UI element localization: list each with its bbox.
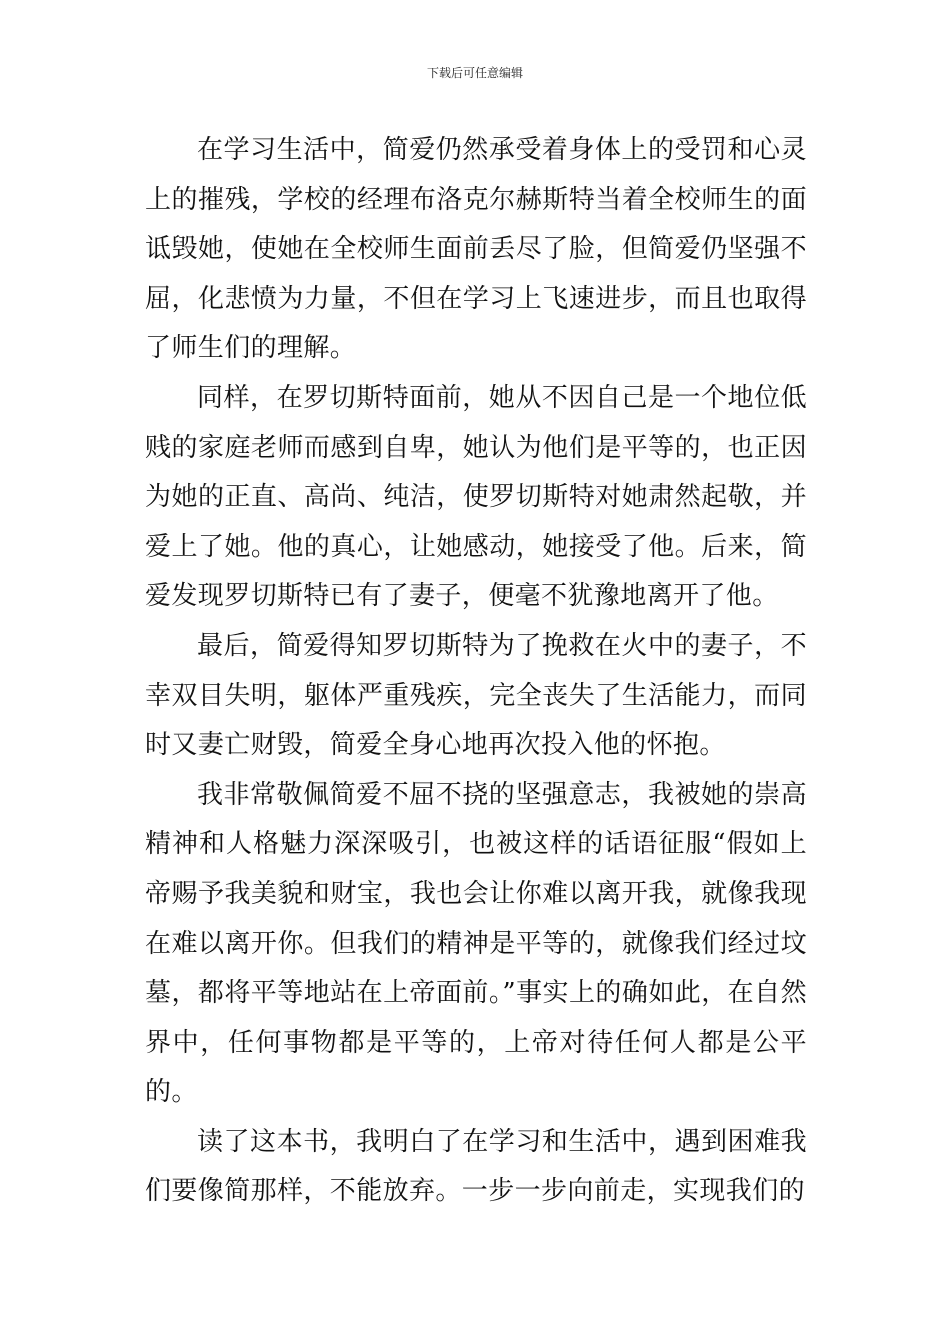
- page-header: 下载后可任意编辑: [426, 66, 523, 80]
- paragraph-3: 最后，简爱得知罗切斯特为了挽救在火中的妻子，不幸双目失明，躯体严重残疾，完全丧失了生活能力，而同时又妻亡财毁，简爱全身心地再次投入他的怀抱。: [145, 630, 807, 761]
- paragraph-1: 在学习生活中，简爱仍然承受着身体上的受罚和心灵上的摧残，学校的经理布洛克尔赫斯特当着全校师生的面诋毁她，使她在全校师生面前丢尽了脸，但简爱仍坚强不屈，化悲愤为力量，不但在学习上飞速进步，而且也取得了师生们的理解。: [145, 135, 807, 364]
- paragraph-2: 同样，在罗切斯特面前，她从不因自己是一个地位低贱的家庭老师而感到自卑，她认为他们是平等的，也正因为她的正直、高尚、纯洁，使罗切斯特对她肃然起敬，并爱上了她。他的真心，让她感动，她接受了他。后来，简爱发现罗切斯特已有了妻子，便毫不犹豫地离开了他。: [145, 382, 807, 612]
- paragraph-5: 读了这本书，我明白了在学习和生活中，遇到困难我们要像简那样，不能放弃。一步一步向前走，实现我们的: [145, 1126, 807, 1207]
- document-body: [145, 126, 807, 1217]
- paragraph-4: 我非常敬佩简爱不屈不挠的坚强意志，我被她的崇高精神和人格魅力深深吸引，也被这样的话语征服“假如上帝赐予我美貌和财宝，我也会让你难以离开我，就像我现在难以离开你。但我们的精神是平等的，就像我们经过坟墓，都将平等地站在上帝面前。”事实上的确如此，在自然界中，任何事物都是平等的，上帝对待任何人都是公平的。: [145, 779, 807, 1108]
